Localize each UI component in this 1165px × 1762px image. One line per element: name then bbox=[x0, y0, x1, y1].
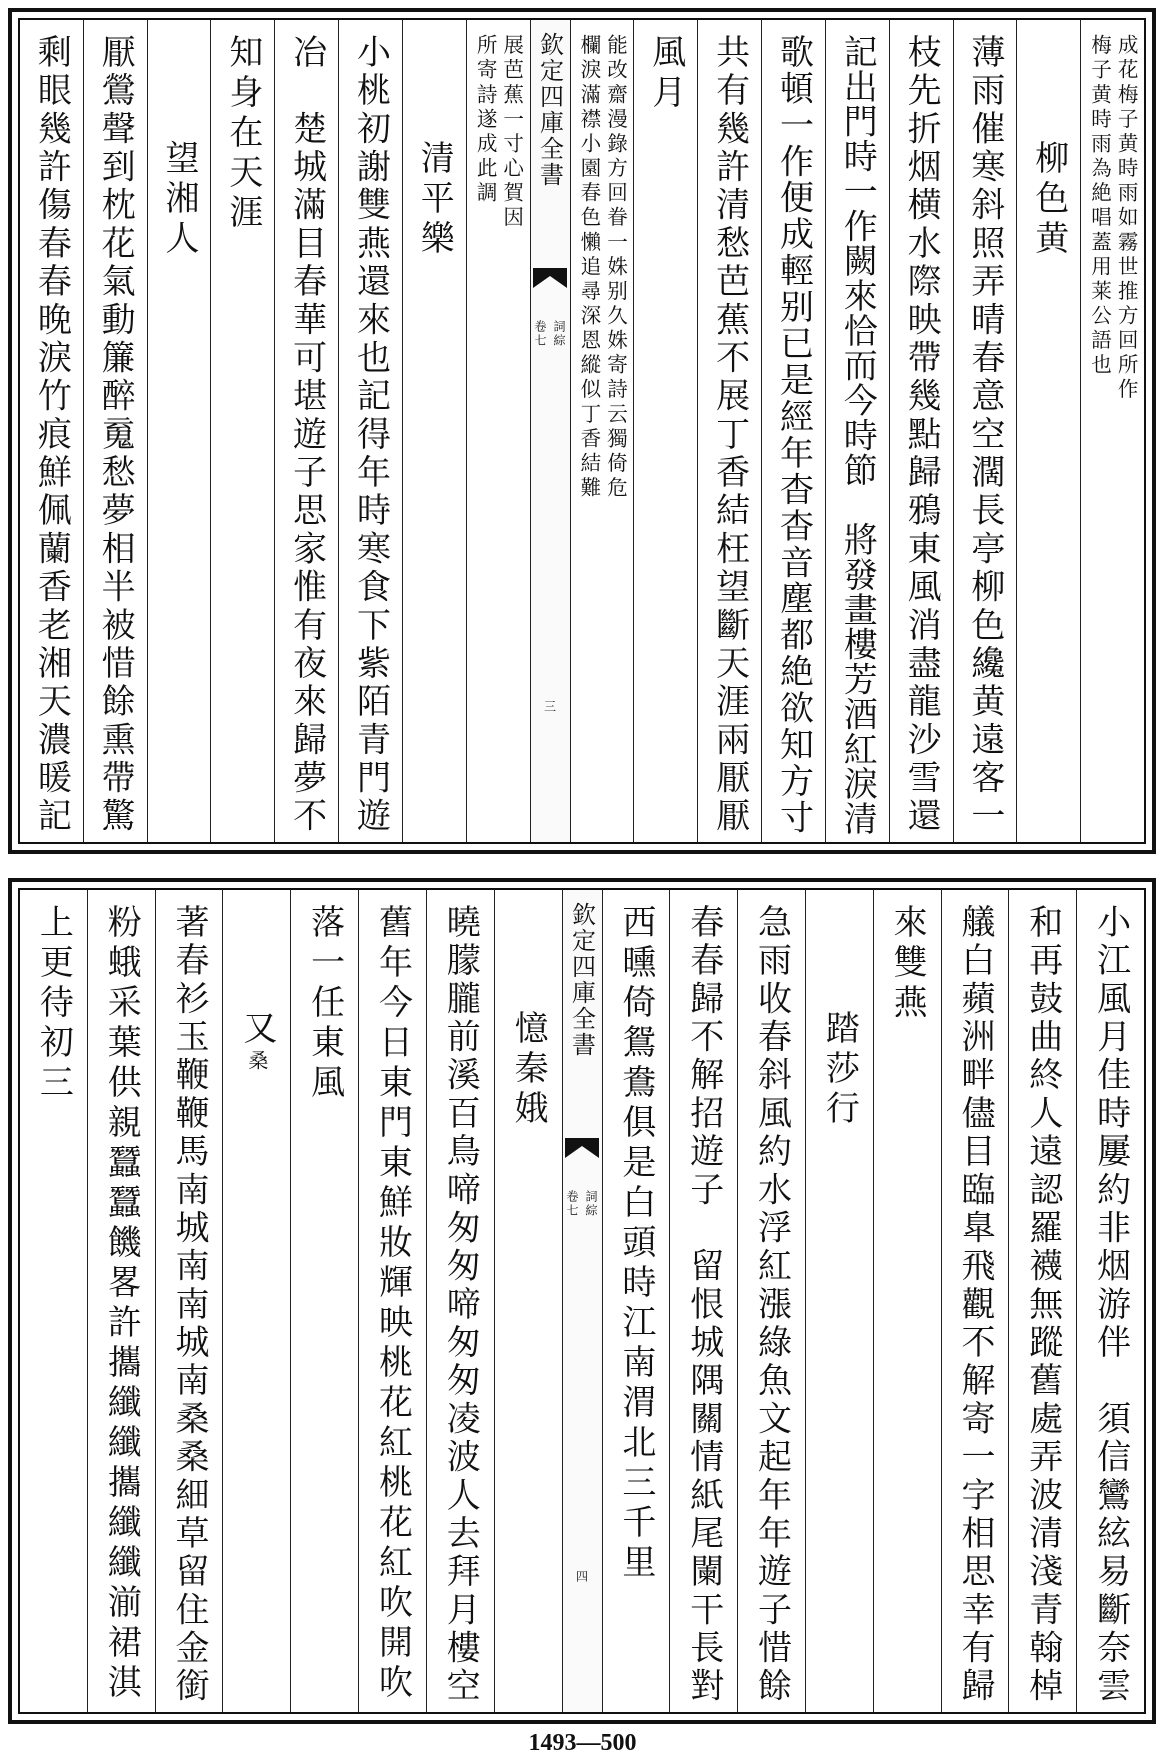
page-number: 三 bbox=[542, 700, 557, 712]
tune-title: 柳色黄 bbox=[1028, 140, 1069, 260]
note-line: 能改齋漫錄方回眷一姝别久姝寄詩云獨倚危 bbox=[603, 34, 628, 502]
text-column bbox=[1008, 890, 1076, 1712]
poem-line: 風月 bbox=[645, 34, 686, 114]
fishtail-mark-icon bbox=[533, 268, 567, 290]
top-page bbox=[8, 8, 1156, 854]
center-fold-column bbox=[530, 20, 570, 842]
poem-line: 記出門時一作闕來恰而今時節 將發畫樓芳酒紅淚清 bbox=[837, 34, 878, 836]
tune-title: 踏莎行 bbox=[819, 1010, 860, 1130]
volume-label bbox=[533, 320, 568, 348]
double-line-note bbox=[467, 34, 530, 842]
poem-line: 粉蛾采葉供親蠶蠶饑畧許攜纖纖攜纖纖湔裙淇 bbox=[101, 904, 142, 1704]
double-line-note bbox=[571, 34, 634, 842]
tune-subtitle: 桑 bbox=[244, 1050, 269, 1076]
annotation-column bbox=[1080, 20, 1144, 842]
poem-line: 舊年今日東門東鮮妝輝映桃花紅桃花紅吹開吹 bbox=[372, 904, 413, 1704]
poem-line: 薄雨催寒斜照弄晴春意空濶長亭柳色纔黄遠客一 bbox=[964, 34, 1005, 836]
poem-line: 剩眼幾許傷春春晚淚竹痕鮮佩蘭香老湘天濃暖記 bbox=[31, 34, 72, 836]
text-column bbox=[222, 890, 290, 1712]
poem-line: 上更待初三 bbox=[33, 904, 74, 1104]
text-column bbox=[941, 890, 1009, 1712]
text-column bbox=[20, 890, 87, 1712]
bottom-page bbox=[8, 878, 1156, 1724]
poem-line: 歌頓一作便成輕别已是經年杳杳音塵都絶欲知方寸 bbox=[773, 34, 814, 836]
text-column bbox=[402, 20, 466, 842]
poem-line: 冶 楚城滿目春華可堪遊子思家惟有夜來歸夢不 bbox=[286, 34, 327, 836]
text-column bbox=[889, 20, 953, 842]
text-column bbox=[633, 20, 697, 842]
note-line: 所寄詩遂成此調 bbox=[473, 34, 498, 207]
note-line: 成花梅子黄時雨如霧世推方回所作 bbox=[1114, 34, 1139, 403]
poem-line: 來雙燕 bbox=[887, 904, 928, 1024]
poem-line: 西曛倚鴛鴦俱是白頭時江南渭北三千里 bbox=[615, 904, 656, 1584]
tune-title: 憶秦娥 bbox=[508, 1010, 549, 1130]
text-column bbox=[805, 890, 873, 1712]
text-column bbox=[873, 890, 941, 1712]
text-column bbox=[494, 890, 562, 1712]
poem-line: 和再鼓曲終人遠認羅襪無蹤舊處弄波清淺青翰棹 bbox=[1022, 904, 1063, 1706]
fishtail-mark-icon bbox=[565, 1138, 599, 1160]
center-fold-column bbox=[562, 890, 602, 1712]
tune-title: 望湘人 bbox=[158, 140, 199, 260]
note-line: 欄淚滿襟小園春色懶追尋深恩縱似丁香結難 bbox=[576, 34, 601, 502]
text-column bbox=[83, 20, 147, 842]
annotation-column bbox=[570, 20, 634, 842]
poem-line: 小桃初謝雙燕還來也記得年時寒食下紫陌青門遊 bbox=[350, 34, 391, 836]
text-column bbox=[210, 20, 274, 842]
text-column bbox=[274, 20, 338, 842]
annotation-column bbox=[466, 20, 530, 842]
note-line: 展芭蕉一寸心賀因 bbox=[499, 34, 524, 231]
text-column bbox=[87, 890, 155, 1712]
top-page-frame bbox=[18, 18, 1146, 844]
poem-line: 知身在天涯 bbox=[222, 34, 263, 234]
book-title: 欽定四庫全書 bbox=[535, 32, 564, 188]
text-column bbox=[825, 20, 889, 842]
text-column bbox=[697, 20, 761, 842]
text-column bbox=[669, 890, 737, 1712]
volume-label-part: 詞綜 bbox=[552, 320, 567, 348]
bottom-page-frame bbox=[18, 888, 1146, 1714]
volume-label-part: 卷七 bbox=[565, 1190, 579, 1218]
text-column bbox=[358, 890, 426, 1712]
bottom-page-columns bbox=[20, 890, 1144, 1712]
poem-line: 急雨收春斜風約水浮紅漲綠魚文起年年遊子惜餘 bbox=[751, 904, 792, 1706]
text-column bbox=[737, 890, 805, 1712]
text-column bbox=[147, 20, 211, 842]
text-column bbox=[761, 20, 825, 842]
poem-line: 艤白蘋洲畔儘目臨臯飛觀不解寄一字相思幸有歸 bbox=[954, 904, 995, 1706]
book-title: 欽定四庫全書 bbox=[567, 902, 596, 1058]
page-number: 四 bbox=[574, 1570, 589, 1582]
top-page-columns bbox=[20, 20, 1144, 842]
poem-line: 厭鶯聲到枕花氣動簾醉䰟愁夢相半被惜餘熏帶驚 bbox=[95, 34, 136, 836]
poem-line: 共有幾許清愁芭蕉不展丁香結枉望斷天涯兩厭厭 bbox=[709, 34, 750, 836]
volume-label-part: 卷七 bbox=[533, 320, 548, 348]
poem-line: 落一任東風 bbox=[304, 904, 345, 1104]
text-column bbox=[290, 890, 358, 1712]
volume-label-part: 詞綜 bbox=[584, 1190, 598, 1218]
text-column bbox=[602, 890, 670, 1712]
note-line: 梅子黄時雨為絶唱蓋用莱公語也 bbox=[1087, 34, 1112, 379]
text-column bbox=[953, 20, 1017, 842]
text-column bbox=[1016, 20, 1080, 842]
text-column bbox=[155, 890, 223, 1712]
volume-label bbox=[565, 1190, 600, 1218]
double-line-note bbox=[1081, 34, 1144, 842]
poem-line: 著春衫玉鞭鞭馬南城南南城南桑桑細草留住金銜 bbox=[169, 904, 210, 1706]
footer-code: 1493—500 bbox=[528, 1730, 637, 1756]
tune-title: 清平樂 bbox=[414, 140, 455, 260]
poem-line: 春春歸不解招遊子 留恨城隅關情紙尾闌干長對 bbox=[683, 904, 724, 1706]
text-column bbox=[1076, 890, 1144, 1712]
poem-line: 枝先折烟横水際映帶幾點歸鴉東風消盡龍沙雪還 bbox=[901, 34, 942, 836]
poem-line: 曉朦朧前溪百鳥啼匆匆啼匆匆凌波人去拜月樓空 bbox=[440, 904, 481, 1706]
text-column bbox=[426, 890, 494, 1712]
poem-line: 小江風月佳時屢約非烟游伴 須信鸞絃易斷奈雲 bbox=[1090, 904, 1131, 1706]
text-column bbox=[338, 20, 402, 842]
tune-title: 又桑 bbox=[236, 1010, 277, 1076]
text-column bbox=[20, 20, 83, 842]
